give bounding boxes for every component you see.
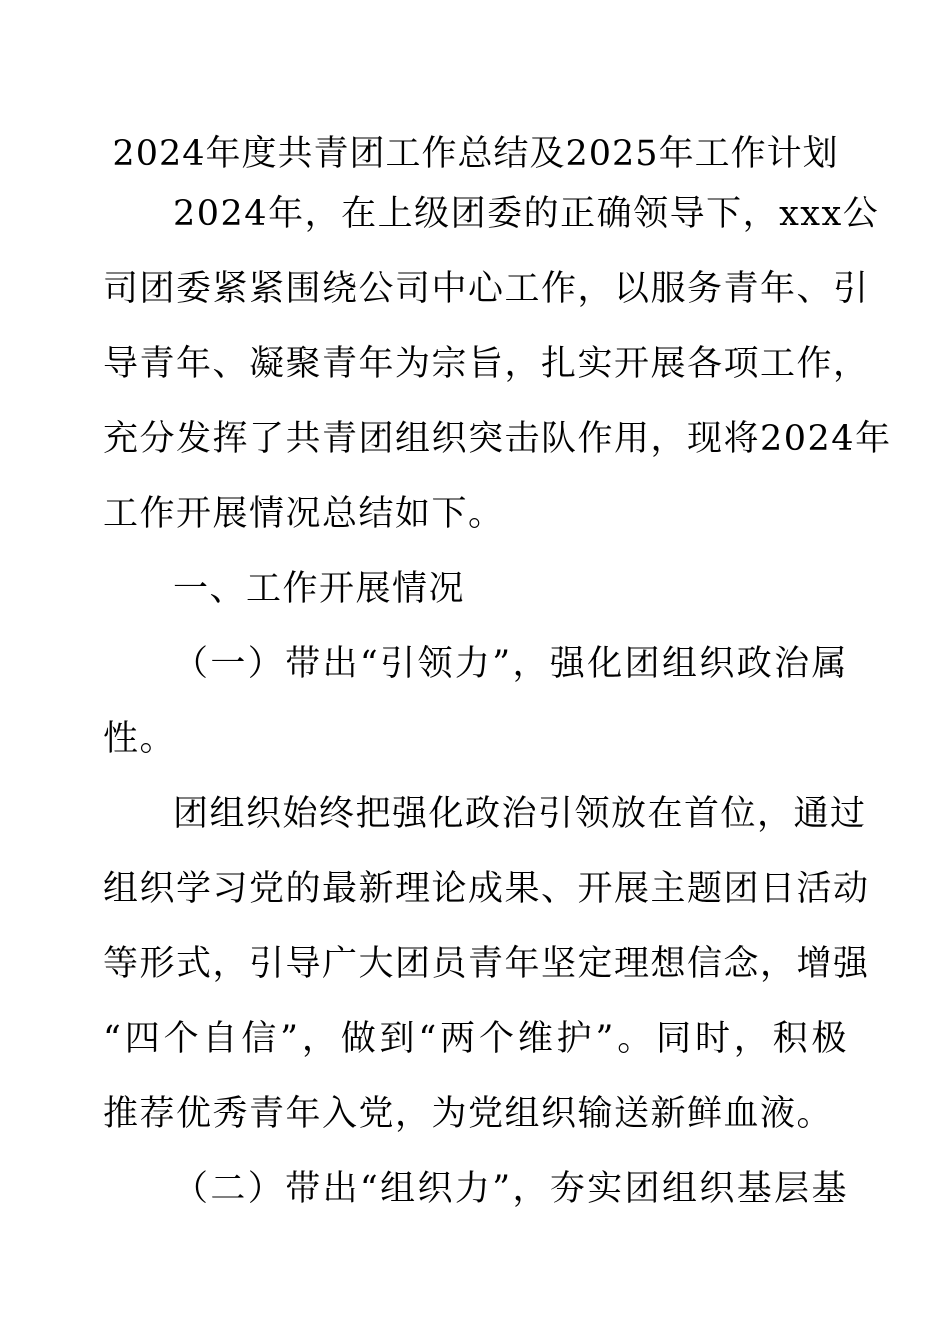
text-line: “四个自信”，做到“两个维护”。同时，积极 bbox=[103, 1019, 848, 1059]
text-line: （二）带出“组织力”，夯实团组织基层基 bbox=[173, 1169, 848, 1209]
text-line: 2024年，在上级团委的正确领导下，xxx公 bbox=[173, 194, 880, 234]
text-line: 推荐优秀青年入党，为党组织输送新鲜血液。 bbox=[103, 1094, 834, 1134]
text-line: （一）带出“引领力”，强化团组织政治属 bbox=[173, 644, 848, 684]
text-line: 团组织始终把强化政治引领放在首位，通过 bbox=[173, 794, 867, 834]
text-line: 一、工作开展情况 bbox=[173, 569, 466, 609]
intro-paragraph bbox=[103, 177, 892, 552]
document-title: 2024年度共青团工作总结及2025年工作计划 bbox=[112, 134, 839, 174]
text-line: 充分发挥了共青团组织突击队作用，现将2024年 bbox=[103, 419, 892, 459]
text-line: 导青年、凝聚青年为宗旨，扎实开展各项工作， bbox=[103, 344, 870, 384]
text-line: 司团委紧紧围绕公司中心工作，以服务青年、引 bbox=[103, 269, 870, 309]
body-paragraph bbox=[103, 777, 870, 1152]
text-line: 组织学习党的最新理论成果、开展主题团日活动 bbox=[103, 869, 870, 909]
text-line: 等形式，引导广大团员青年坚定理想信念，增强 bbox=[103, 944, 870, 984]
text-line: 性。 bbox=[103, 719, 177, 759]
section-heading bbox=[103, 552, 848, 627]
subsection-heading-2 bbox=[103, 1152, 848, 1227]
subsection-heading-1 bbox=[103, 627, 848, 777]
text-line: 工作开展情况总结如下。 bbox=[103, 494, 505, 534]
